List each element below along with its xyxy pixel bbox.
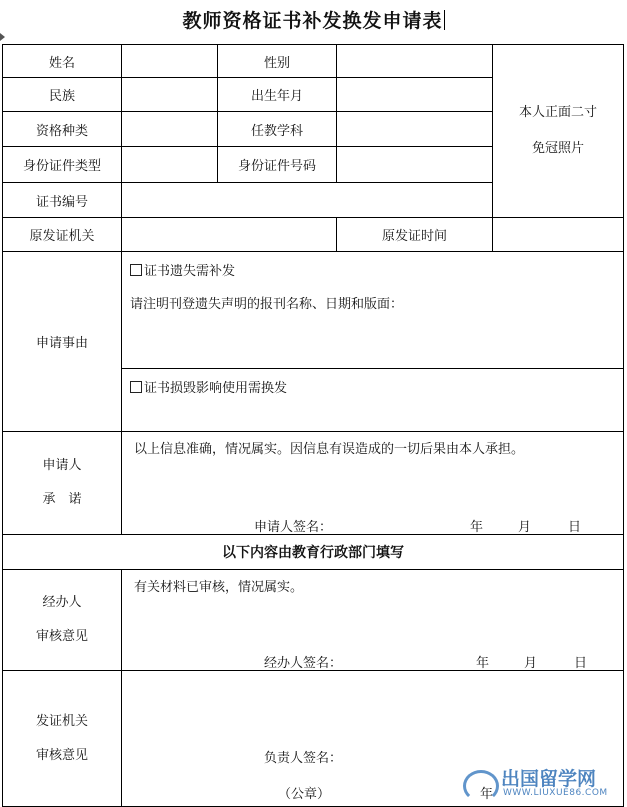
label-ethnicity: 民族	[3, 78, 122, 112]
label-id-type: 身份证件类型	[3, 147, 122, 183]
label-reason: 申请事由	[3, 252, 122, 432]
field-gender[interactable]	[337, 45, 493, 78]
field-issue-time[interactable]	[493, 218, 624, 252]
handler-day: 日	[574, 656, 588, 671]
label-handler	[3, 570, 122, 671]
photo-text-1: 本人正面二寸	[518, 105, 597, 120]
lost-note: 请注明刊登遗失声明的报刊名称、日期和版面：	[130, 297, 404, 312]
label-subject: 任教学科	[218, 112, 337, 147]
watermark	[463, 764, 623, 804]
pledge-label-2: 承 诺	[42, 492, 82, 507]
authority-stamp: （公章）	[278, 787, 331, 802]
text-caret	[444, 10, 445, 30]
field-cert-number[interactable]	[122, 183, 493, 218]
photo-box[interactable]	[493, 45, 624, 218]
field-subject[interactable]	[337, 112, 493, 147]
handler-sign-label[interactable]: 经办人签名：	[264, 656, 343, 671]
field-ethnicity[interactable]	[122, 78, 218, 112]
pledge-label-1: 申请人	[42, 458, 82, 473]
handler-label-1: 经办人	[42, 595, 82, 610]
pledge-year: 年	[470, 520, 484, 535]
checkbox-icon[interactable]	[130, 264, 142, 276]
field-id-number[interactable]	[337, 147, 493, 183]
handler-label-2: 审核意见	[35, 629, 88, 644]
field-qualification-type[interactable]	[122, 112, 218, 147]
field-name[interactable]	[122, 45, 218, 78]
label-authority	[3, 671, 122, 807]
field-birth[interactable]	[337, 78, 493, 112]
watermark-title: 出国留学网	[501, 768, 597, 790]
handler-month: 月	[524, 656, 538, 671]
label-pledge	[3, 432, 122, 535]
watermark-url: WWW.LIUXUE86.COM	[503, 788, 608, 798]
label-id-number: 身份证件号码	[218, 147, 337, 183]
label-birth: 出生年月	[218, 78, 337, 112]
authority-label-1: 发证机关	[35, 713, 88, 729]
application-form-table	[2, 44, 624, 807]
pledge-sign-label[interactable]: 申请人签名：	[254, 520, 333, 535]
label-cert-number: 证书编号	[3, 183, 122, 218]
label-issue-time: 原发证时间	[337, 218, 493, 252]
handler-year: 年	[476, 656, 490, 671]
pledge-box	[122, 432, 624, 535]
handler-text: 有关材料已审核，情况属实。	[134, 580, 304, 595]
watermark-logo-icon	[463, 770, 499, 802]
option-lost[interactable]: 证书遗失需补发	[130, 260, 615, 279]
checkbox-icon[interactable]	[130, 381, 142, 393]
pledge-month: 月	[518, 520, 532, 535]
field-id-type[interactable]	[122, 147, 218, 183]
corner-marker-icon	[0, 33, 5, 41]
label-issuer: 原发证机关	[3, 218, 122, 252]
section-header: 以下内容由教育行政部门填写	[3, 535, 624, 570]
form-title: 教师资格证书补发换发申请表	[182, 10, 443, 32]
authority-year: 年	[480, 787, 494, 802]
photo-text-2: 免冠照片	[531, 141, 584, 156]
authority-sign-label[interactable]: 负责人签名：	[264, 751, 343, 766]
label-name: 姓名	[3, 45, 122, 78]
handler-box	[122, 570, 624, 671]
pledge-day: 日	[568, 520, 582, 535]
field-issuer[interactable]	[122, 218, 337, 252]
reason-box	[122, 252, 624, 369]
label-qualification-type: 资格种类	[3, 112, 122, 147]
reason-damaged-box	[122, 369, 624, 432]
authority-label-2: 审核意见	[35, 747, 88, 763]
pledge-text: 以上信息准确，情况属实。因信息有误造成的一切后果由本人承担。	[134, 442, 525, 457]
label-gender: 性别	[218, 45, 337, 78]
option-damaged[interactable]: 证书损毁影响使用需换发	[130, 377, 615, 396]
